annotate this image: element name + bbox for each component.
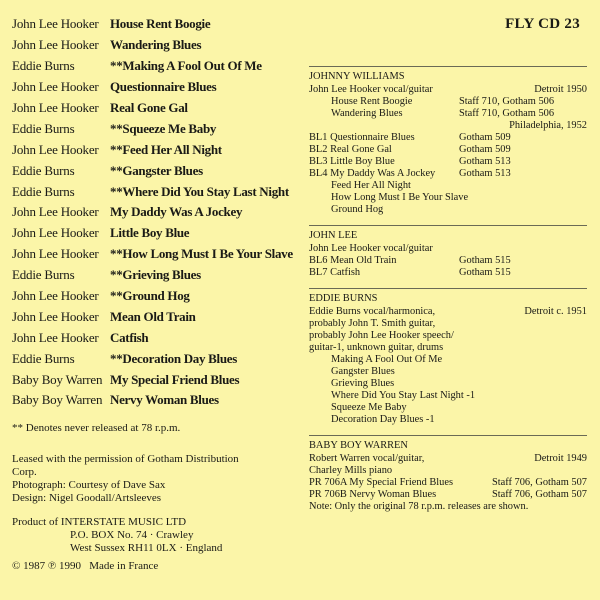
track-artist: Baby Boy Warren: [12, 371, 103, 387]
session-entry: Ground Hog: [331, 204, 384, 215]
session-entry: Wandering Blues: [331, 108, 403, 119]
track-title: Mean Old Train: [110, 308, 196, 324]
track-artist: John Lee Hooker: [12, 16, 99, 32]
session-row: [309, 354, 587, 366]
product-info: [12, 516, 222, 555]
track-artist: Eddie Burns: [12, 162, 75, 178]
credit-line: Design: Nigel Goodall/Artsleeves: [12, 492, 162, 504]
track-row: [12, 348, 302, 369]
session-label: Gotham 509: [459, 132, 511, 143]
session-row: [309, 156, 587, 168]
session-entry: Feed Her All Night: [331, 180, 411, 191]
track-title: Wandering Blues: [110, 37, 202, 53]
product-address-1: P.O. BOX No. 74 · Crawley: [70, 529, 194, 541]
track-artist: Baby Boy Warren: [12, 392, 103, 408]
track-title: **Gangster Blues: [110, 162, 203, 178]
session-label: [561, 414, 587, 426]
session-entry: probably John T. Smith guitar,: [309, 318, 436, 329]
credit-line: Photograph: Courtesy of Dave Sax: [12, 479, 166, 491]
session-label: [459, 402, 587, 414]
section-divider: [309, 288, 587, 289]
track-title: Questionnaire Blues: [110, 79, 217, 95]
session-label: Gotham 513: [459, 168, 511, 179]
session-label: [561, 192, 587, 204]
session-entry: PR 706B Nervy Woman Blues: [309, 489, 437, 500]
credits: [12, 453, 302, 505]
track-row: [12, 14, 302, 35]
session-entry: House Rent Boogie: [331, 96, 413, 107]
session-entry: BL6 Mean Old Train: [309, 255, 397, 266]
session-entry: BL2 Real Gone Gal: [309, 144, 392, 155]
session-label: [459, 378, 587, 390]
session-entry: Where Did You Stay Last Night -1: [331, 390, 476, 401]
track-title: Real Gone Gal: [110, 100, 188, 115]
session-label: [459, 204, 587, 216]
session-details: [309, 66, 587, 513]
session-label: Gotham 509: [459, 144, 511, 155]
session-entry: BL1 Questionnaire Blues: [309, 132, 415, 143]
session-label: Staff 710, Gotham 506: [459, 108, 555, 119]
session-entry: Eddie Burns vocal/harmonica,: [309, 306, 436, 317]
session-row: [309, 108, 587, 120]
track-row: [12, 223, 302, 244]
section-heading: BABY BOY WARREN: [309, 440, 408, 451]
session-entry: Robert Warren vocal/guitar,: [309, 453, 425, 464]
session-row: [309, 366, 587, 378]
session-row: [309, 267, 587, 279]
section-divider: [309, 225, 587, 226]
session-entry: probably John Lee Hooker speech/: [309, 330, 454, 341]
track-row: [12, 265, 302, 286]
track-artist: Eddie Burns: [12, 183, 75, 199]
track-artist: John Lee Hooker: [12, 79, 99, 95]
session-row: [309, 342, 587, 354]
session-row: [309, 144, 587, 156]
track-title: **Making A Fool Out Of Me: [110, 58, 262, 74]
product-company: Product of INTERSTATE MUSIC LTD: [12, 516, 187, 528]
track-row: [12, 244, 302, 265]
session-label: [513, 318, 587, 330]
session-entry: BL3 Little Boy Blue: [309, 156, 395, 167]
session-entry: Squeeze Me Baby: [331, 402, 407, 413]
track-title: Catfish: [110, 329, 149, 345]
session-entry: Making A Fool Out Of Me: [331, 354, 443, 365]
track-title: **Grieving Blues: [110, 267, 201, 283]
track-title: **Ground Hog: [110, 288, 190, 304]
section-heading: JOHN LEE: [309, 230, 358, 241]
session-row: [309, 243, 587, 255]
session-row: [309, 120, 587, 132]
session-row: [309, 318, 587, 330]
session-label: [513, 330, 587, 342]
track-artist: Eddie Burns: [12, 267, 75, 283]
session-label: Staff 710, Gotham 506: [459, 96, 555, 107]
session-label: Detroit 1949: [534, 453, 587, 464]
session-row: [309, 501, 587, 513]
session-row: [309, 192, 587, 204]
copyright: © 1987 ℗ 1990 Made in France: [12, 560, 159, 572]
session-row: [309, 168, 587, 180]
track-artist: Eddie Burns: [12, 58, 75, 74]
track-title: **Squeeze Me Baby: [110, 120, 217, 136]
track-title: My Special Friend Blues: [110, 371, 240, 387]
session-row: [309, 96, 587, 108]
track-row: [12, 286, 302, 307]
session-row: [309, 489, 587, 501]
section-gap: [309, 279, 587, 288]
session-label: Detroit 1950: [534, 84, 587, 95]
session-entry: guitar-1, unknown guitar, drums: [309, 342, 444, 353]
session-row: [309, 477, 587, 489]
track-artist: Eddie Burns: [12, 120, 75, 136]
session-label: [459, 366, 587, 378]
track-artist: John Lee Hooker: [12, 37, 99, 53]
track-artist: Eddie Burns: [12, 350, 75, 366]
session-label: Gotham 513: [459, 156, 511, 167]
track-title: **How Long Must I Be Your Slave: [110, 246, 293, 262]
session-entry: John Lee Hooker vocal/guitar: [309, 243, 433, 254]
session-entry: Decoration Day Blues -1: [331, 414, 435, 425]
track-title: My Daddy Was A Jockey: [110, 204, 243, 220]
section-heading: JOHNNY WILLIAMS: [309, 71, 405, 82]
session-entry: How Long Must I Be Your Slave: [331, 192, 469, 203]
session-label: Philadelphia, 1952: [509, 120, 587, 131]
session-label: [561, 390, 587, 402]
track-artist: John Lee Hooker: [12, 308, 99, 324]
track-artist: John Lee Hooker: [12, 329, 99, 345]
track-row: [12, 390, 302, 411]
session-label: Detroit c. 1951: [524, 306, 587, 317]
section-divider: [309, 66, 587, 67]
track-artist: John Lee Hooker: [12, 225, 99, 241]
track-row: [12, 139, 302, 160]
track-title: **Decoration Day Blues: [110, 350, 237, 366]
session-label: Staff 706, Gotham 507: [491, 489, 587, 500]
session-entry: John Lee Hooker vocal/guitar: [309, 84, 433, 95]
session-label: [513, 342, 587, 354]
track-artist: John Lee Hooker: [12, 246, 99, 262]
track-row: [12, 181, 302, 202]
session-entry: Note: Only the original 78 r.p.m. releases are shown.: [309, 501, 529, 512]
session-label: [459, 180, 587, 192]
track-row: [12, 160, 302, 181]
session-label: [513, 243, 587, 255]
session-row: [309, 402, 587, 414]
session-row: [309, 180, 587, 192]
session-row: [309, 390, 587, 402]
track-artist: John Lee Hooker: [12, 288, 99, 304]
credit-line: Corp.: [12, 466, 37, 478]
track-row: [12, 202, 302, 223]
track-artist: John Lee Hooker: [12, 100, 99, 115]
session-row: [309, 378, 587, 390]
session-row: [309, 84, 587, 96]
track-title: Nervy Woman Blues: [110, 392, 219, 408]
product-address-2: West Sussex RH11 0LX · England: [70, 542, 223, 554]
session-entry: [309, 120, 509, 132]
track-artist: John Lee Hooker: [12, 141, 99, 157]
session-label: Staff 706, Gotham 507: [491, 477, 587, 488]
session-label: Gotham 515: [459, 267, 511, 278]
track-title: **Feed Her All Night: [110, 141, 222, 157]
section-gap: [309, 426, 587, 435]
track-list: [12, 14, 302, 411]
session-label: Gotham 515: [459, 255, 511, 266]
session-entry: Gangster Blues: [331, 366, 395, 377]
section-gap: [309, 216, 587, 225]
session-label: [513, 465, 587, 477]
session-entry: Charley Mills piano: [309, 465, 393, 476]
track-row: [12, 77, 302, 98]
session-row: [309, 306, 587, 318]
session-entry: BL4 My Daddy Was A Jockey: [309, 168, 436, 179]
session-label: [561, 354, 587, 366]
track-row: [12, 98, 302, 119]
session-row: [309, 453, 587, 465]
catalog-number: FLY CD 23: [505, 16, 580, 32]
session-row: [309, 132, 587, 144]
footnote: ** Denotes never released at 78 r.p.m.: [12, 422, 181, 434]
track-row: [12, 327, 302, 348]
session-row: [309, 414, 587, 426]
section-divider: [309, 435, 587, 436]
track-row: [12, 306, 302, 327]
track-title: **Where Did You Stay Last Night: [110, 183, 289, 199]
session-entry: BL7 Catfish: [309, 267, 361, 278]
track-row: [12, 118, 302, 139]
session-row: [309, 204, 587, 216]
track-artist: John Lee Hooker: [12, 204, 99, 220]
track-row: [12, 56, 302, 77]
track-title: Little Boy Blue: [110, 225, 190, 241]
session-row: [309, 330, 587, 342]
session-entry: Grieving Blues: [331, 378, 395, 389]
track-title: House Rent Boogie: [110, 16, 211, 32]
section-heading: EDDIE BURNS: [309, 293, 378, 304]
track-row: [12, 369, 302, 390]
session-row: [309, 255, 587, 267]
track-row: [12, 35, 302, 56]
credit-line: Leased with the permission of Gotham Distribution: [12, 453, 239, 465]
session-row: [309, 465, 587, 477]
session-entry: PR 706A My Special Friend Blues: [309, 477, 454, 488]
